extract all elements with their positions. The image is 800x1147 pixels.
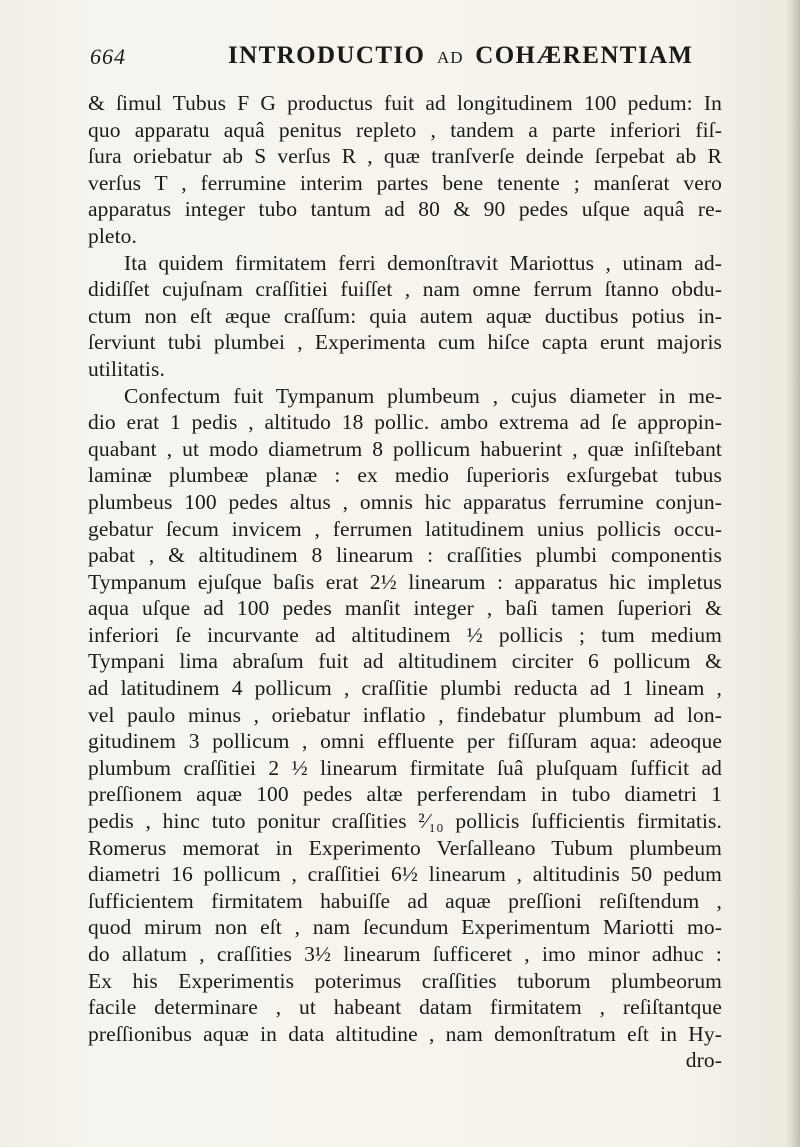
text-line: Romerus memorat in Experimento Verſalleano Tubum plumbeum — [88, 835, 722, 860]
text-line: Tympani lima abraſum fuit ad altitudinem circiter 6 pollicum & — [88, 649, 722, 674]
text-line: inferiori ſe incurvante ad altitudinem ½ pollicis ; tum medium — [88, 622, 722, 647]
text-line: ſerviunt tubi plumbei , Experimenta cum hiſce capta erunt majoris — [88, 330, 722, 355]
text-line: quo apparatu aquâ penitus repleto , tandem a parte inferiori fiſ- — [88, 117, 722, 142]
text-line: do allatum , craſſities 3½ linearum ſufficeret , imo minor adhuc : — [88, 942, 722, 966]
text-line: aqua uſque ad 100 pedes manſit integer , baſi tamen ſuperiori & — [88, 596, 722, 621]
text-line: quod mirum non eſt , nam ſecundum Experimentum Mariotti mo- — [88, 915, 722, 940]
text-line: plumbeus 100 pedes altus , omnis hic apparatus ferrumine conjun- — [88, 489, 722, 514]
text-line: Tympanum ejuſque baſis erat 2½ linearum : apparatus hic impletus — [88, 569, 722, 594]
text-line: vel paulo minus , oriebatur inflatio , findebatur plumbum ad lon- — [88, 702, 722, 727]
text-line: ſura oriebatur ab S verſus R , quæ tranſverſe deinde ſerpebat ab R — [88, 144, 722, 169]
running-head-small: AD — [437, 48, 464, 67]
text-line: utilitatis. — [88, 356, 165, 381]
text-line: laminæ plumbeæ planæ : ex medio ſuperioris exſurgebat tubus — [88, 463, 722, 488]
text-line: plumbum craſſitiei 2 ½ linearum firmitate ſuâ pluſquam ſufficit ad — [88, 755, 722, 780]
body-text — [88, 90, 722, 1074]
text-line: ſufficientem firmitatem habuiſſe ad aquæ preſſioni reſiſtendum , — [88, 888, 722, 913]
running-head-part2: COHÆRENTIAM — [475, 42, 694, 69]
page-header — [90, 38, 710, 78]
text-line: Ita quidem firmitatem ferri demonſtravit Mariottus , utinam ad- — [124, 250, 722, 275]
text-line: quabant , ut modo diametrum 8 pollicum habuerint , quæ inſiſtebant — [88, 436, 722, 461]
text-line: verſus T , ferrumine interim partes bene tenente ; manſerat vero — [88, 170, 722, 195]
text-line: ctum non eſt æque craſſum: quia autem aquæ ductibus potius in- — [88, 303, 722, 328]
running-head-part1: INTRODUCTIO — [228, 42, 426, 69]
text-line: pabat , & altitudinem 8 linearum : craſſities plumbi componentis — [88, 543, 722, 568]
text-line: Ex his Experimentis poterimus craſſities tuborum plumbeorum — [88, 968, 722, 993]
text-line: pedis , hinc tuto ponitur craſſities ²⁄₁₀ pollicis ſufficientis firmitatis. — [88, 809, 722, 834]
text-line: preſſionibus aquæ in data altitudine , nam demonſtratum eſt in Hy- — [88, 1021, 722, 1046]
text-line: gitudinem 3 pollicum , omni effluente per fiſſuram aqua: adeoque — [88, 729, 722, 754]
text-line: Confectum fuit Tympanum plumbeum , cujus diameter in me- — [124, 383, 722, 408]
text-line: didiſſet cujuſnam craſſitiei fuiſſet , nam omne ferrum ſtanno obdu- — [88, 277, 722, 302]
page-number: 664 — [90, 44, 126, 69]
text-line: facile determinare , ut habeant datam firmitatem , reſiſtantque — [88, 995, 722, 1020]
text-line: & ſimul Tubus F G productus fuit ad longitudinem 100 pedum: In — [88, 91, 722, 115]
text-line: ad latitudinem 4 pollicum , craſſitie plumbi reducta ad 1 lineam , — [88, 676, 722, 701]
text-line: diametri 16 pollicum , craſſitiei 6½ linearum , altitudinis 50 pedum — [88, 862, 722, 887]
text-line: preſſionem aquæ 100 pedes altæ perferendam in tubo diametri 1 — [88, 782, 722, 807]
running-head — [228, 42, 693, 70]
page-edge-shadow — [786, 0, 800, 1147]
text-line: gebatur ſecum invicem , ferrumen latitudinem unius pollicis occu- — [88, 516, 722, 541]
catchword: dro- — [685, 1048, 722, 1073]
text-line: pleto. — [88, 223, 137, 248]
text-line: apparatus integer tubo tantum ad 80 & 90 pedes uſque aquâ re- — [88, 197, 722, 222]
text-line: dio erat 1 pedis , altitudo 18 pollic. ambo extrema ad ſe appropin- — [88, 410, 722, 435]
